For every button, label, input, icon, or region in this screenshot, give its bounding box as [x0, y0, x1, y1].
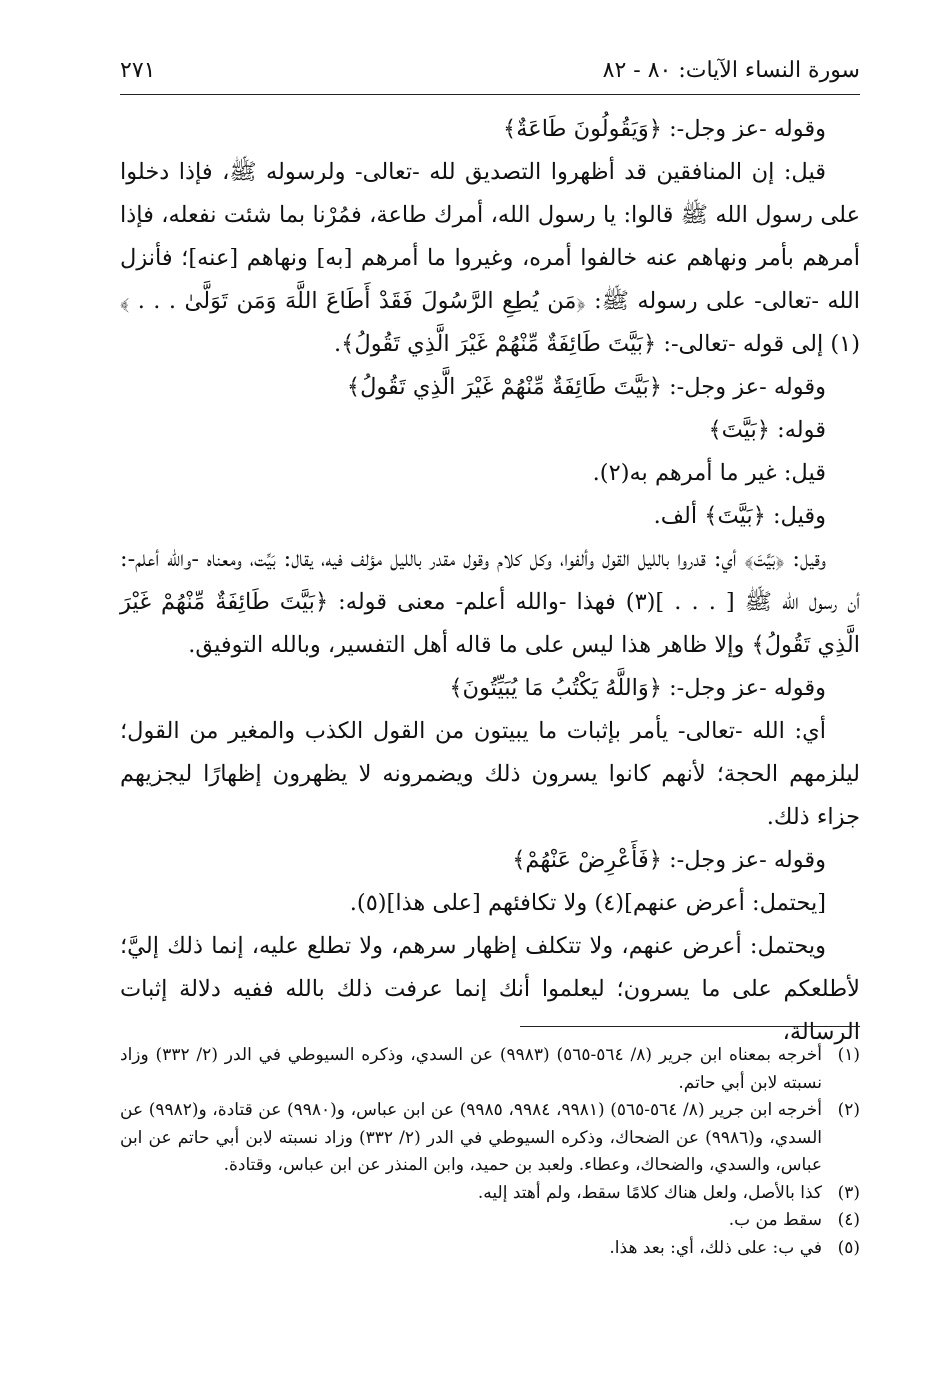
paragraph: قيل: إن المنافقين قد أظهروا التصديق لله -تعالى- ولرسوله ﷺ، فإذا دخلوا على رسول الله ﷺ قالوا: يا رسول الله، أمرك طاعة، فمُرْنا بما شئت نفعله، فإذا أمرهم بأمر ونهاهم عنه خالفوا أمره، وغيروا ما أمرهم [به] ونهاهم [عنه]؛ فأنزل الله -تعالى- على رسوله ﷺ: ﴿مَن يُطِعِ الرَّسُولَ فَقَدْ أَطَاعَ اللَّهَ وَمَن تَوَلَّىٰ . . . ﴾(١) إلى قوله -تعالى-: ﴿بَيَّتَ طَائِفَةٌ مِّنْهُمْ غَيْرَ الَّذِي تَقُولُ﴾.: [120, 159, 860, 357]
header-divider: [120, 94, 860, 95]
page-number: ٢٧١: [120, 57, 156, 83]
paragraph: وقيل: ﴿بَيَّتَ﴾ ألف.: [653, 503, 826, 529]
footnote: [120, 1042, 860, 1097]
paragraph: قيل: غير ما أمرهم به(٢).: [592, 460, 826, 486]
page-header: [120, 50, 860, 90]
footnote-text: أخرجه بمعناه ابن جرير (٨/ ٥٦٤-٥٦٥) (٩٩٨٣) عن السدي، وذكره السيوطي في الدر (٢/ ٣٣٢) وزاد نسبته لابن أبي حاتم.: [120, 1045, 823, 1093]
footnote-text: سقط من ب.: [728, 1210, 822, 1230]
footnote: [120, 1207, 860, 1235]
footnote-text: كذا بالأصل، ولعل هناك كلامًا سقط، ولم أهتد إليه.: [477, 1182, 822, 1203]
footnote-number: (٣): [837, 1182, 860, 1203]
paragraph: ويحتمل: أعرض عنهم، ولا تتكلف إظهار سرهم، ولا تطلع عليه، إنما ذلك إليَّ؛ لأطلعكم على ما يسرون؛ ليعلموا أنك إنما عرفت ذلك بالله ففيه دلالة إثبات الرسالة،: [120, 933, 860, 1045]
footnote-number: (٥): [837, 1237, 860, 1258]
footnote: [120, 1180, 860, 1208]
paragraph: وقوله -عز وجل-: ﴿وَيَقُولُونَ طَاعَةٌ﴾: [503, 116, 826, 142]
paragraph: وقيل: ﴿بَيَّتَ﴾ أي: قدروا بالليل القول وألفوا، وكل كلام وقول مقدر بالليل مؤلف فيه، يقال: بَيِّت، ومعناه -والله أعلم-: أن رسول الله ﷺ [ . . . ](٣) فهذا -والله أعلم- معنى قوله: ﴿بَيَّتَ طَائِفَةٌ مِّنْهُمْ غَيْرَ الَّذِي تَقُولُ﴾ وإلا ظاهر هذا ليس على ما قاله أهل التفسير، وبالله التوفيق.: [120, 546, 860, 658]
footnote: [120, 1235, 860, 1263]
paragraph: وقوله -عز وجل-: ﴿فَأَعْرِضْ عَنْهُمْ﴾: [512, 847, 826, 873]
running-title: سورة النساء الآيات: ٨٠ - ٨٢: [602, 57, 860, 83]
footnote-divider: [520, 1026, 860, 1027]
footnote-number: (١): [837, 1045, 860, 1065]
footnote-number: (٢): [837, 1100, 860, 1120]
paragraph: وقوله -عز وجل-: ﴿وَاللَّهُ يَكْتُبُ مَا يُبَيِّتُونَ﴾: [449, 675, 826, 701]
main-text: [120, 108, 860, 1054]
paragraph: وقوله -عز وجل-: ﴿بَيَّتَ طَائِفَةٌ مِّنْهُمْ غَيْرَ الَّذِي تَقُولُ﴾: [346, 374, 826, 400]
footnote-text: في ب: على ذلك، أي: بعد هذا.: [609, 1237, 822, 1258]
paragraph: قوله: ﴿بَيَّتَ﴾: [708, 417, 826, 443]
footnote-number: (٤): [837, 1210, 860, 1230]
footnotes: [120, 1042, 860, 1262]
paragraph: [يحتمل: أعرض عنهم](٤) ولا تكافئهم [على هذا](٥).: [349, 890, 826, 916]
paragraph: أي: الله -تعالى- يأمر بإثبات ما يبيتون من القول الكذب والمغير من القول؛ ليلزمهم الحجة؛ لأنهم كانوا يسرون ذلك ويضمرونه لا يظهرون إظهارًا ليجزيهم جزاء ذلك.: [120, 718, 860, 830]
footnote: [120, 1097, 860, 1180]
footnote-text: أخرجه ابن جرير (٨/ ٥٦٤-٥٦٥) (٩٩٨١، ٩٩٨٤، ٩٩٨٥) عن ابن عباس، و(٩٩٨٠) عن قتادة، و(٩٩٨٢) عن السدي، و(٩٩٨٦) عن الضحاك، وذكره السيوطي في الدر (٢/ ٣٣٢) وزاد نسبته لابن أبي حاتم عن ابن عباس، والسدي، والضحاك، وعطاء. ولعبد بن حميد، وابن المنذر عن ابن عباس، وقتادة.: [120, 1100, 823, 1175]
